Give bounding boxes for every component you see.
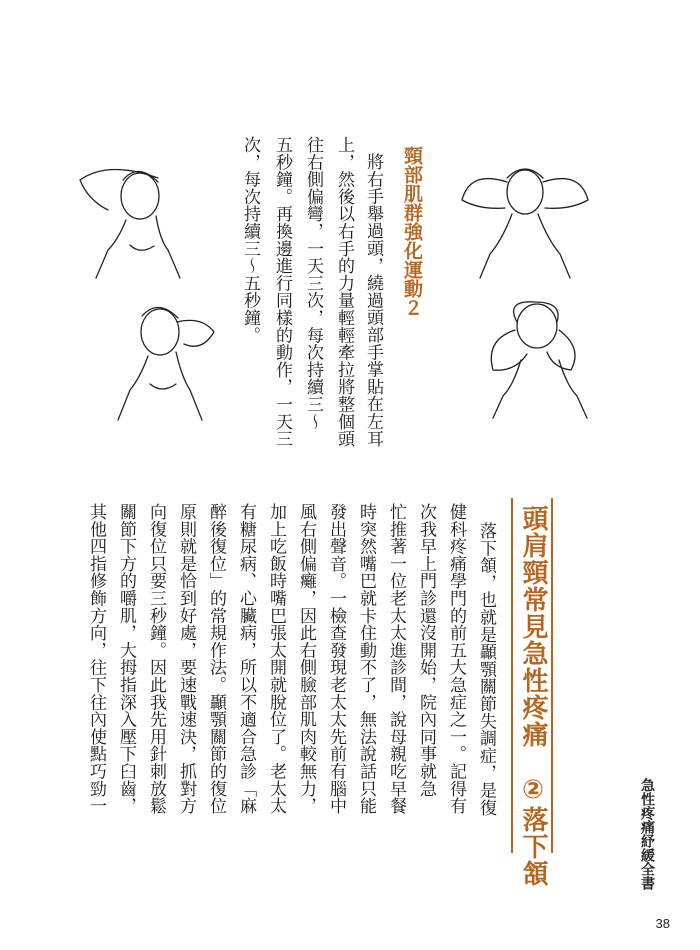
section-text-column: 有糖尿病、心臟病，所以不適合急診「麻 <box>236 503 256 815</box>
section-text-column: 向復位只要三秒鐘。因此我先用針刺放鬆 <box>146 503 166 815</box>
section-text-column: 風右側偏癱，因此右側臉部肌肉較無力， <box>296 503 316 815</box>
section-text-column: 忙推著一位老太太進診間，說母親吃早餐 <box>386 503 406 815</box>
section-text-column: 關節下方的嚼肌，大拇指深入壓下臼齒， <box>116 503 136 815</box>
exercise-text-column: 五秒鐘。再換邊進行同樣的動作，一天三 <box>272 136 292 448</box>
stretch-figure-top-right-illustration <box>450 150 600 280</box>
section-title-rule-left <box>511 498 513 853</box>
exercise-text-column: 次，每次持續三～五秒鐘。 <box>240 136 260 344</box>
stretch-figure-bottom-left-illustration <box>92 292 222 422</box>
section-text-column: 加上吃飯時嘴巴張太開就脫位了。老太太 <box>266 503 286 815</box>
book-title: 急性疼痛紓緩全書 <box>639 778 655 890</box>
section-text-column: 落下頷，也就是顳顎關節失調症，是復 <box>476 522 496 817</box>
section-text-column: 健科疼痛學門的前五大急症之一。記得有 <box>446 503 466 815</box>
stretch-figure-top-left-illustration <box>68 150 198 280</box>
section-text-column: 其他四指修飾方向，往下往內使點巧勁一 <box>86 503 106 815</box>
page-number: 38 <box>655 916 670 931</box>
stretch-figure-bottom-right-illustration <box>475 290 605 420</box>
section-title-rule-right <box>551 498 553 853</box>
section-text-column: 醉後復位」的常規作法。顳顎關節的復位 <box>206 503 226 815</box>
exercise-heading: 頸部肌群強化運動２ <box>401 146 423 317</box>
section-text-column: 原則就是恰到好處，要速戰速決，抓對方 <box>176 503 196 815</box>
section-text-column: 發出聲音。一檢查發現老太太先前有腦中 <box>326 503 346 815</box>
exercise-text-column: 往右側偏彎，一天三次，每次持續三～ <box>303 136 323 431</box>
section-text-column: 時突然嘴巴就卡住動不了，無法說話只能 <box>356 503 376 815</box>
exercise-text-column: 上，然後以右手的力量輕輕牽拉將整個頭 <box>334 136 354 448</box>
section-text-column: 次我早上門診還沒開始，院內同事就急 <box>416 503 436 798</box>
section-title: 頭肩頸常見急性疼痛 ②落下頷 <box>518 505 548 887</box>
exercise-text-column: 將右手舉過頭，繞過頭部手掌貼在左耳 <box>363 153 383 448</box>
